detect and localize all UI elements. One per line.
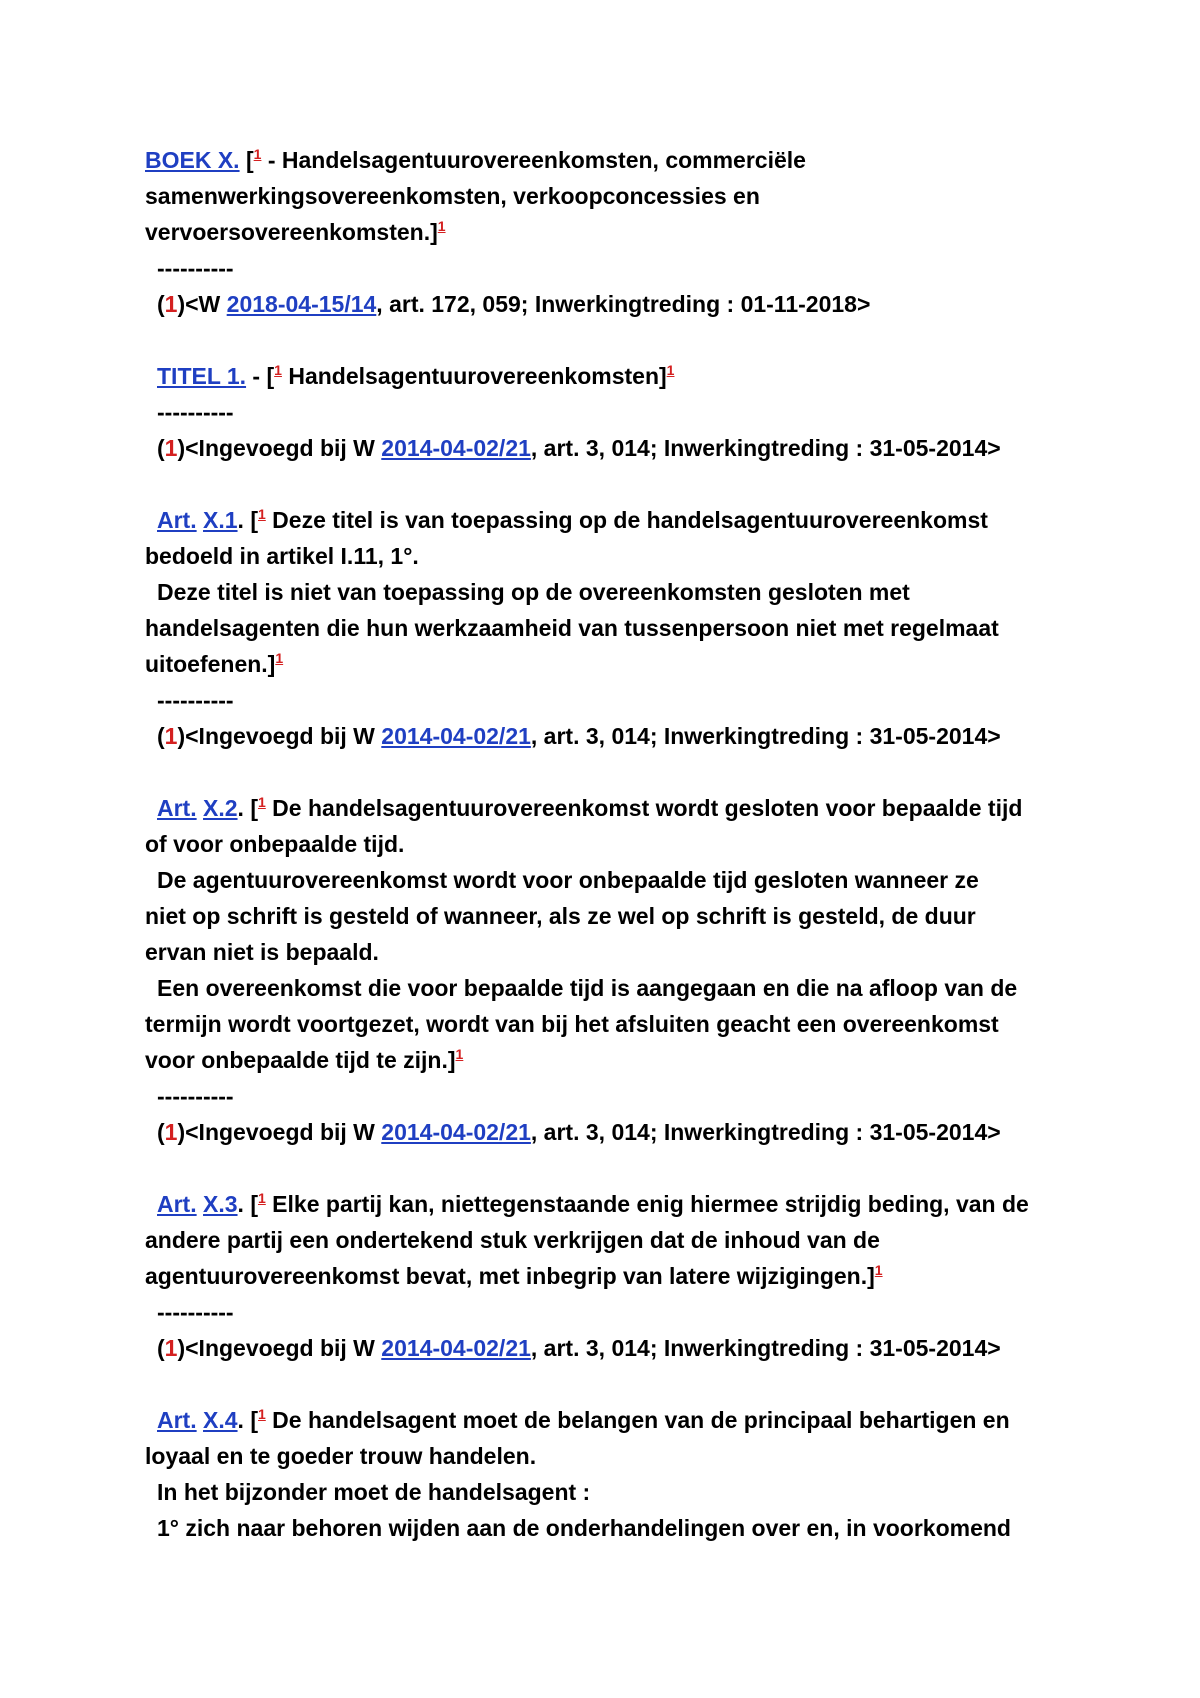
art-link[interactable]: Art. [157, 795, 197, 821]
footnote-ref[interactable]: 1 [275, 650, 284, 666]
article-x4-line-2: loyaal en te goeder trouw handelen. [145, 1443, 537, 1469]
footnote-ref[interactable]: 1 [666, 362, 675, 378]
art-number-link[interactable]: X.2 [203, 795, 238, 821]
article-x2-line-3: De agentuurovereenkomst wordt voor onbepaalde tijd gesloten wanneer ze [157, 867, 979, 893]
footnote-ref[interactable]: 1 [253, 146, 262, 162]
titel-heading: TITEL 1. - [$^1$ Handelsagentuurovereenkomsten]$^1$ [157, 362, 675, 389]
footnote-ref[interactable]: 1 [455, 1046, 464, 1062]
article-x1-line-3: Deze titel is niet van toepassing op de overeenkomsten gesloten met [157, 579, 910, 605]
boek-heading-line-1: BOEK X. [$^1$ - Handelsagentuurovereenkomsten, commerciële [145, 146, 806, 173]
footnote-line: (1)<Ingevoegd bij W 2014-04-02/21, art. 3, 014; Inwerkingtreding : 31-05-2014> [157, 723, 1001, 749]
article-x3-line-3: agentuurovereenkomst bevat, met inbegrip van latere wijzigingen.]$^1$ [145, 1262, 883, 1289]
article-x1-line-1: Art. X.1. [$^1$ Deze titel is van toepassing op de handelsagentuurovereenkomst [157, 506, 988, 533]
footnote-ref[interactable]: 1 [258, 506, 266, 522]
article-x2-line-7: termijn wordt voortgezet, wordt van bij het afsluiten geacht een overeenkomst [145, 1011, 999, 1037]
separator: ---------- [157, 255, 234, 281]
article-x4-line-3: In het bijzonder moet de handelsagent : [157, 1479, 591, 1505]
boek-heading-line-3: vervoersovereenkomsten.]$^1$ [145, 218, 446, 245]
titel-link[interactable]: TITEL 1. [157, 363, 247, 389]
article-x4-line-1: Art. X.4. [$^1$ De handelsagent moet de belangen van de principaal behartigen en [157, 1406, 1010, 1433]
document-page [145, 142, 1145, 1546]
art-number-link[interactable]: X.1 [203, 507, 238, 533]
footnote-line: (1)<Ingevoegd bij W 2014-04-02/21, art. 3, 014; Inwerkingtreding : 31-05-2014> [157, 435, 1001, 461]
footnote-ref[interactable]: 1 [274, 362, 282, 378]
separator: ---------- [157, 1299, 234, 1325]
law-reference-link[interactable]: 2014-04-02/21 [381, 1119, 531, 1145]
footnote-line: (1)<W 2018-04-15/14, art. 172, 059; Inwerkingtreding : 01-11-2018> [157, 291, 871, 317]
law-reference-link[interactable]: 2014-04-02/21 [381, 723, 531, 749]
article-x2-line-1: Art. X.2. [$^1$ De handelsagentuurovereenkomst wordt gesloten voor bepaalde tijd [157, 794, 1023, 821]
article-x1-line-4: handelsagenten die hun werkzaamheid van tussenpersoon niet met regelmaat [145, 615, 999, 641]
art-number-link[interactable]: X.3 [203, 1191, 238, 1217]
art-link[interactable]: Art. [157, 507, 197, 533]
boek-link[interactable]: BOEK X. [145, 147, 240, 173]
art-number-link[interactable]: X.4 [203, 1407, 238, 1433]
article-x2-line-5: ervan niet is bepaald. [145, 939, 379, 965]
footnote-ref[interactable]: 1 [437, 218, 446, 234]
article-x2-line-4: niet op schrift is gesteld of wanneer, als ze wel op schrift is gesteld, de duur [145, 903, 976, 929]
law-reference-link[interactable]: 2018-04-15/14 [226, 291, 377, 317]
footnote-line: (1)<Ingevoegd bij W 2014-04-02/21, art. 3, 014; Inwerkingtreding : 31-05-2014> [157, 1335, 1001, 1361]
art-link[interactable]: Art. [157, 1407, 197, 1433]
article-x1-line-5: uitoefenen.]$^1$ [145, 650, 284, 677]
article-x4-line-4: 1° zich naar behoren wijden aan de onderhandelingen over en, in voorkomend [157, 1515, 1011, 1541]
article-x3-line-2: andere partij een ondertekend stuk verkrijgen dat de inhoud van de [145, 1227, 880, 1253]
separator: ---------- [157, 1083, 234, 1109]
separator: ---------- [157, 687, 234, 713]
law-reference-link[interactable]: 2014-04-02/21 [381, 1335, 531, 1361]
art-link[interactable]: Art. [157, 1191, 197, 1217]
footnote-ref[interactable]: 1 [258, 794, 266, 810]
footnote-ref[interactable]: 1 [258, 1190, 266, 1206]
article-x1-line-2: bedoeld in artikel I.11, 1°. [145, 543, 419, 569]
article-x2-line-6: Een overeenkomst die voor bepaalde tijd is aangegaan en die na afloop van de [157, 975, 1018, 1001]
article-x3-line-1: Art. X.3. [$^1$ Elke partij kan, niettegenstaande enig hiermee strijdig beding, van de [157, 1190, 1029, 1217]
boek-heading-line-2: samenwerkingsovereenkomsten, verkoopconcessies en [145, 183, 760, 209]
article-x2-line-2: of voor onbepaalde tijd. [145, 831, 405, 857]
footnote-line: (1)<Ingevoegd bij W 2014-04-02/21, art. 3, 014; Inwerkingtreding : 31-05-2014> [157, 1119, 1001, 1145]
article-x2-line-8: voor onbepaalde tijd te zijn.]$^1$ [145, 1046, 464, 1073]
footnote-ref[interactable]: 1 [874, 1262, 883, 1278]
law-reference-link[interactable]: 2014-04-02/21 [381, 435, 531, 461]
footnote-ref[interactable]: 1 [258, 1406, 266, 1422]
separator: ---------- [157, 399, 234, 425]
